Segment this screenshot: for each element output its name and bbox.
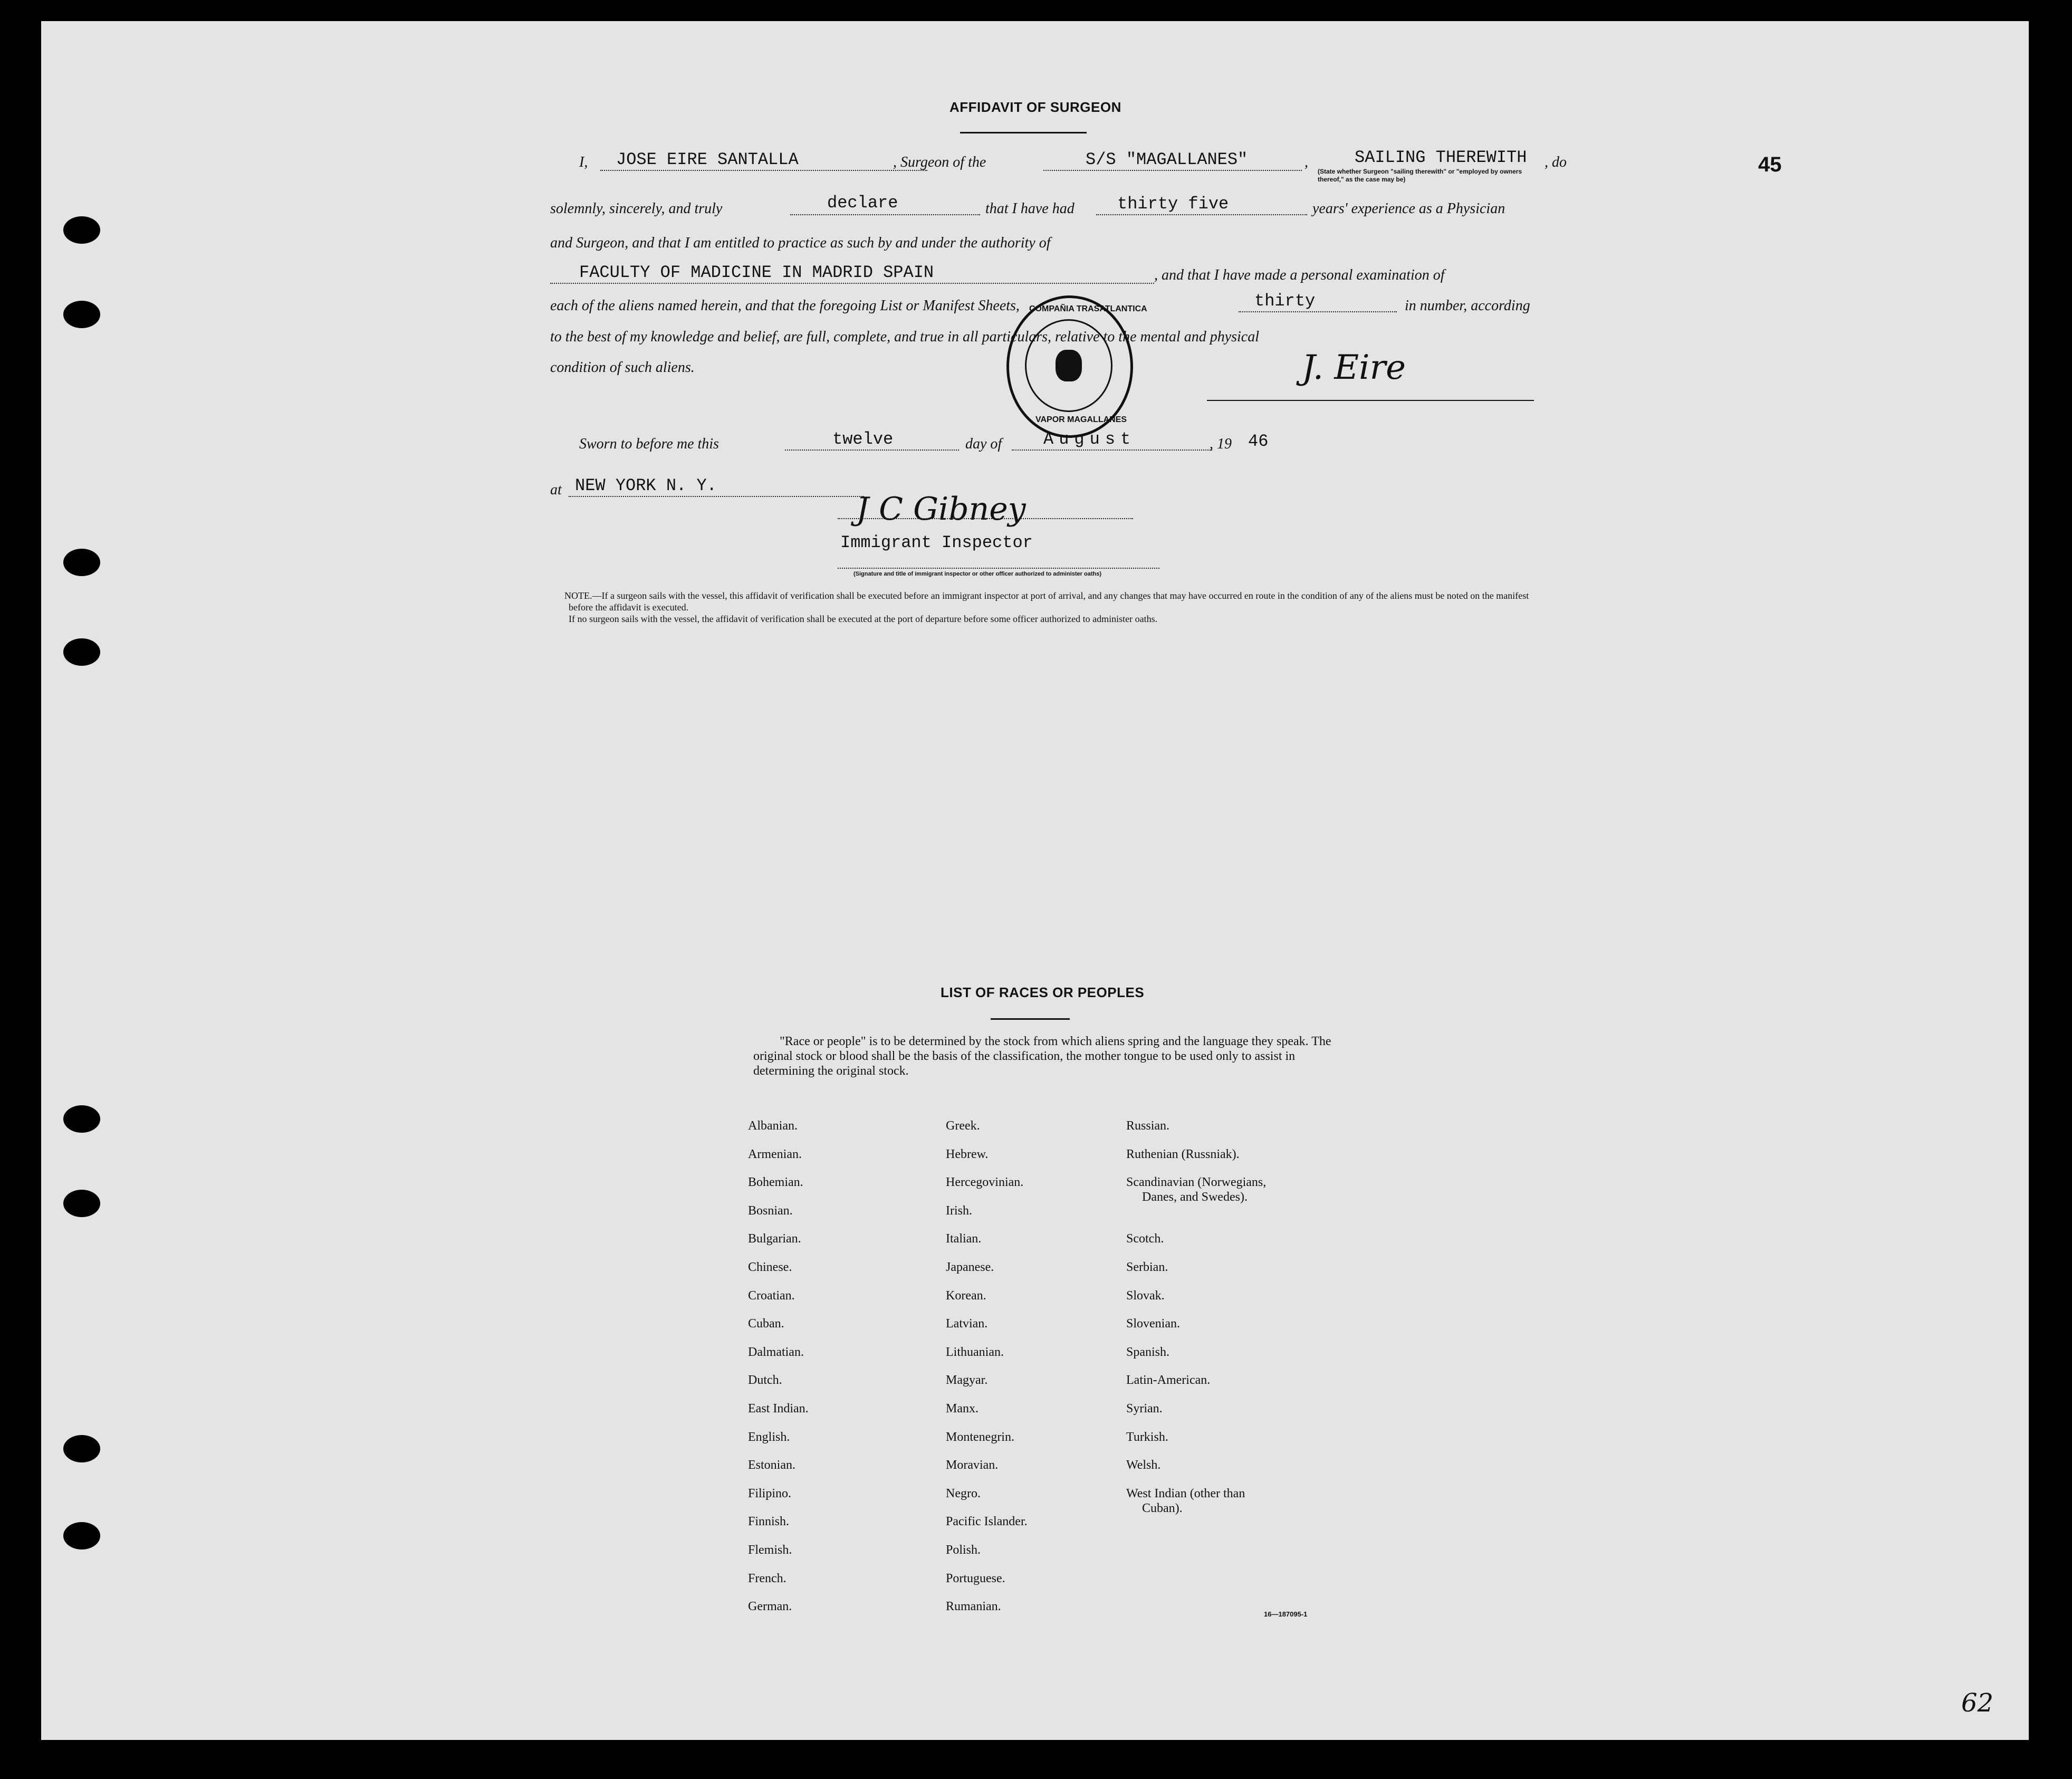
declare-word: declare: [827, 193, 898, 213]
race-item: Moravian.: [946, 1458, 999, 1472]
fill-line: [1239, 311, 1397, 312]
years-experience: thirty five: [1117, 194, 1229, 214]
text-sworn: Sworn to before me this: [579, 436, 719, 452]
fill-line: [785, 449, 959, 451]
races-title-rule: [991, 1018, 1070, 1020]
page-number: 45: [1758, 153, 1782, 176]
race-item: Latin-American.: [1126, 1373, 1211, 1388]
text-line7: condition of such aliens.: [550, 359, 695, 376]
fill-line: [838, 568, 1159, 569]
text-at: at: [550, 482, 562, 498]
crest-icon: [1056, 350, 1082, 381]
race-item: West Indian (other than: [1126, 1486, 1245, 1500]
punch-hole: [63, 549, 100, 576]
race-item: Dalmatian.: [748, 1345, 804, 1359]
fill-line: [569, 496, 864, 497]
place: NEW YORK N. Y.: [575, 476, 717, 495]
fill-line: [790, 214, 980, 215]
race-item: Albanian.: [748, 1119, 798, 1133]
race-item: Estonian.: [748, 1458, 795, 1472]
race-item: Russian.: [1126, 1119, 1170, 1133]
fill-line: [1012, 449, 1212, 451]
punch-hole: [63, 1522, 100, 1550]
races-intro: "Race or people" is to be determined by the stock from which aliens spring and the language they speak. The original stock or blood shall be the basis of the classification, the mother tongue to be used only to assist in determining the original stock.: [753, 1035, 1331, 1078]
text-line5b: in number, according: [1405, 298, 1530, 314]
fill-line: [1043, 170, 1302, 171]
ship-name: S/S "MAGALLANES": [1086, 150, 1248, 169]
race-item: Hercegovinian.: [946, 1175, 1024, 1190]
race-item: Irish.: [946, 1203, 972, 1218]
race-item: Slovak.: [1126, 1288, 1165, 1303]
fill-line: [1096, 214, 1307, 215]
race-item: Pacific Islander.: [946, 1515, 1028, 1529]
race-item: Dutch.: [748, 1373, 782, 1388]
race-item: Filipino.: [748, 1486, 792, 1500]
race-item: Scotch.: [1126, 1232, 1164, 1246]
race-item: Korean.: [946, 1288, 986, 1303]
inspector-title: Immigrant Inspector: [840, 533, 1033, 552]
race-item: Spanish.: [1126, 1345, 1170, 1359]
text-have-had: that I have had: [985, 200, 1075, 217]
ship-stamp: [1006, 295, 1147, 438]
race-item: Serbian.: [1126, 1260, 1168, 1274]
signature-caption: (Signature and title of immigrant inspector or other officer authorized to administer oaths): [853, 571, 1101, 577]
punch-hole: [63, 216, 100, 244]
text-do: , do: [1545, 154, 1567, 170]
race-item: Finnish.: [748, 1515, 790, 1529]
race-item: Ruthenian (Russniak).: [1126, 1147, 1240, 1161]
race-item: Japanese.: [946, 1260, 994, 1274]
corner-mark: 62: [1961, 1688, 1994, 1718]
text-line5a: each of the aliens named herein, and that the foregoing List or Manifest Sheets,: [550, 298, 1020, 314]
text-line3: and Surgeon, and that I am entitled to practice as such by and under the authority of: [550, 235, 1051, 251]
race-item: Turkish.: [1126, 1430, 1168, 1444]
fill-line: [838, 518, 1133, 519]
race-item: French.: [748, 1571, 786, 1585]
text-years-exp: years' experience as a Physician: [1312, 200, 1505, 217]
sworn-year: 46: [1248, 432, 1269, 451]
race-item: Latvian.: [946, 1317, 988, 1331]
fill-line: [550, 283, 1154, 284]
race-item: Rumanian.: [946, 1600, 1001, 1614]
race-item: Bohemian.: [748, 1175, 803, 1190]
text-line6: to the best of my knowledge and belief, are full, complete, and true in all particulars, relative to the mental and physical: [550, 329, 1260, 345]
text-surgeon-of: , Surgeon of the: [893, 154, 986, 170]
stamp-top-text: COMPAÑIA TRASATLANTICA: [1029, 304, 1147, 313]
punch-hole: [63, 638, 100, 666]
race-item: Chinese.: [748, 1260, 792, 1274]
race-item: Flemish.: [748, 1543, 792, 1557]
race-item: Welsh.: [1126, 1458, 1161, 1472]
document-page: [41, 21, 2029, 1740]
race-item: German.: [748, 1600, 792, 1614]
race-item: Manx.: [946, 1402, 979, 1415]
surgeon-signature: J. Eire: [1302, 348, 1406, 387]
race-item: Hebrew.: [946, 1147, 989, 1161]
races-title: LIST OF RACES OR PEOPLES: [941, 984, 1145, 1000]
text-year-prefix: , 19: [1210, 436, 1232, 452]
authority: FACULTY OF MADICINE IN MADRID SPAIN: [579, 263, 934, 282]
race-item: Scandinavian (Norwegians,: [1126, 1175, 1267, 1190]
sworn-month: August: [1043, 429, 1136, 449]
text-i: I,: [579, 154, 588, 170]
text-day-of: day of: [965, 436, 1002, 452]
punch-hole: [63, 1105, 100, 1133]
race-item: Portuguese.: [946, 1571, 1005, 1585]
signature-line: [1207, 400, 1534, 401]
race-item: Magyar.: [946, 1373, 988, 1388]
race-item: Polish.: [946, 1543, 981, 1557]
race-item: East Indian.: [748, 1402, 809, 1415]
race-item: Cuban).: [1142, 1501, 1183, 1515]
race-item: Cuban.: [748, 1317, 784, 1331]
inspector-signature: J C Gibney: [856, 491, 1026, 528]
punch-hole: [63, 1190, 100, 1217]
sworn-day: twelve: [832, 429, 894, 449]
stamp-bottom-text: VAPOR MAGALLANES: [1035, 415, 1127, 424]
race-item: Italian.: [946, 1232, 982, 1246]
note-paragraph-1: NOTE.—If a surgeon sails with the vessel, this affidavit of verification shall be executed before an immigrant inspector at port of arrival, and any changes that may have occurred en route in the condition of any of the aliens must be noted on the manifest before the affidavit is executed.: [564, 590, 1529, 613]
sailing-note: (State whether Surgeon "sailing therewith" or "employed by owners thereof," as the case may be): [1318, 168, 1522, 183]
race-item: Negro.: [946, 1486, 981, 1500]
surgeon-name: JOSE EIRE SANTALLA: [616, 150, 799, 169]
race-item: Bulgarian.: [748, 1232, 801, 1246]
race-item: Greek.: [946, 1119, 980, 1133]
fill-line: [600, 170, 927, 171]
text-solemnly: solemnly, sincerely, and truly: [550, 200, 723, 217]
sheet-count: thirty: [1254, 291, 1316, 311]
punch-hole: [63, 301, 100, 328]
sailing-status: SAILING THEREWITH: [1355, 148, 1527, 167]
race-item: Bosnian.: [748, 1203, 793, 1218]
title-rule: [960, 132, 1087, 133]
race-item: Lithuanian.: [946, 1345, 1004, 1359]
race-item: Montenegrin.: [946, 1430, 1014, 1444]
form-number: 16—187095-1: [1264, 1610, 1308, 1618]
text-personal: , and that I have made a personal examination of: [1154, 267, 1445, 283]
race-item: Armenian.: [748, 1147, 802, 1161]
race-item: Slovenian.: [1126, 1317, 1180, 1331]
text-comma: ,: [1304, 154, 1308, 170]
punch-hole: [63, 1435, 100, 1462]
race-item: Syrian.: [1126, 1402, 1163, 1415]
affidavit-title: AFFIDAVIT OF SURGEON: [949, 99, 1121, 115]
race-item: Danes, and Swedes).: [1142, 1190, 1248, 1204]
note-paragraph-2: If no surgeon sails with the vessel, the affidavit of verification shall be executed at the port of departure before some officer authorized to administer oaths.: [569, 614, 1158, 624]
race-item: English.: [748, 1430, 790, 1444]
race-item: Croatian.: [748, 1288, 795, 1303]
